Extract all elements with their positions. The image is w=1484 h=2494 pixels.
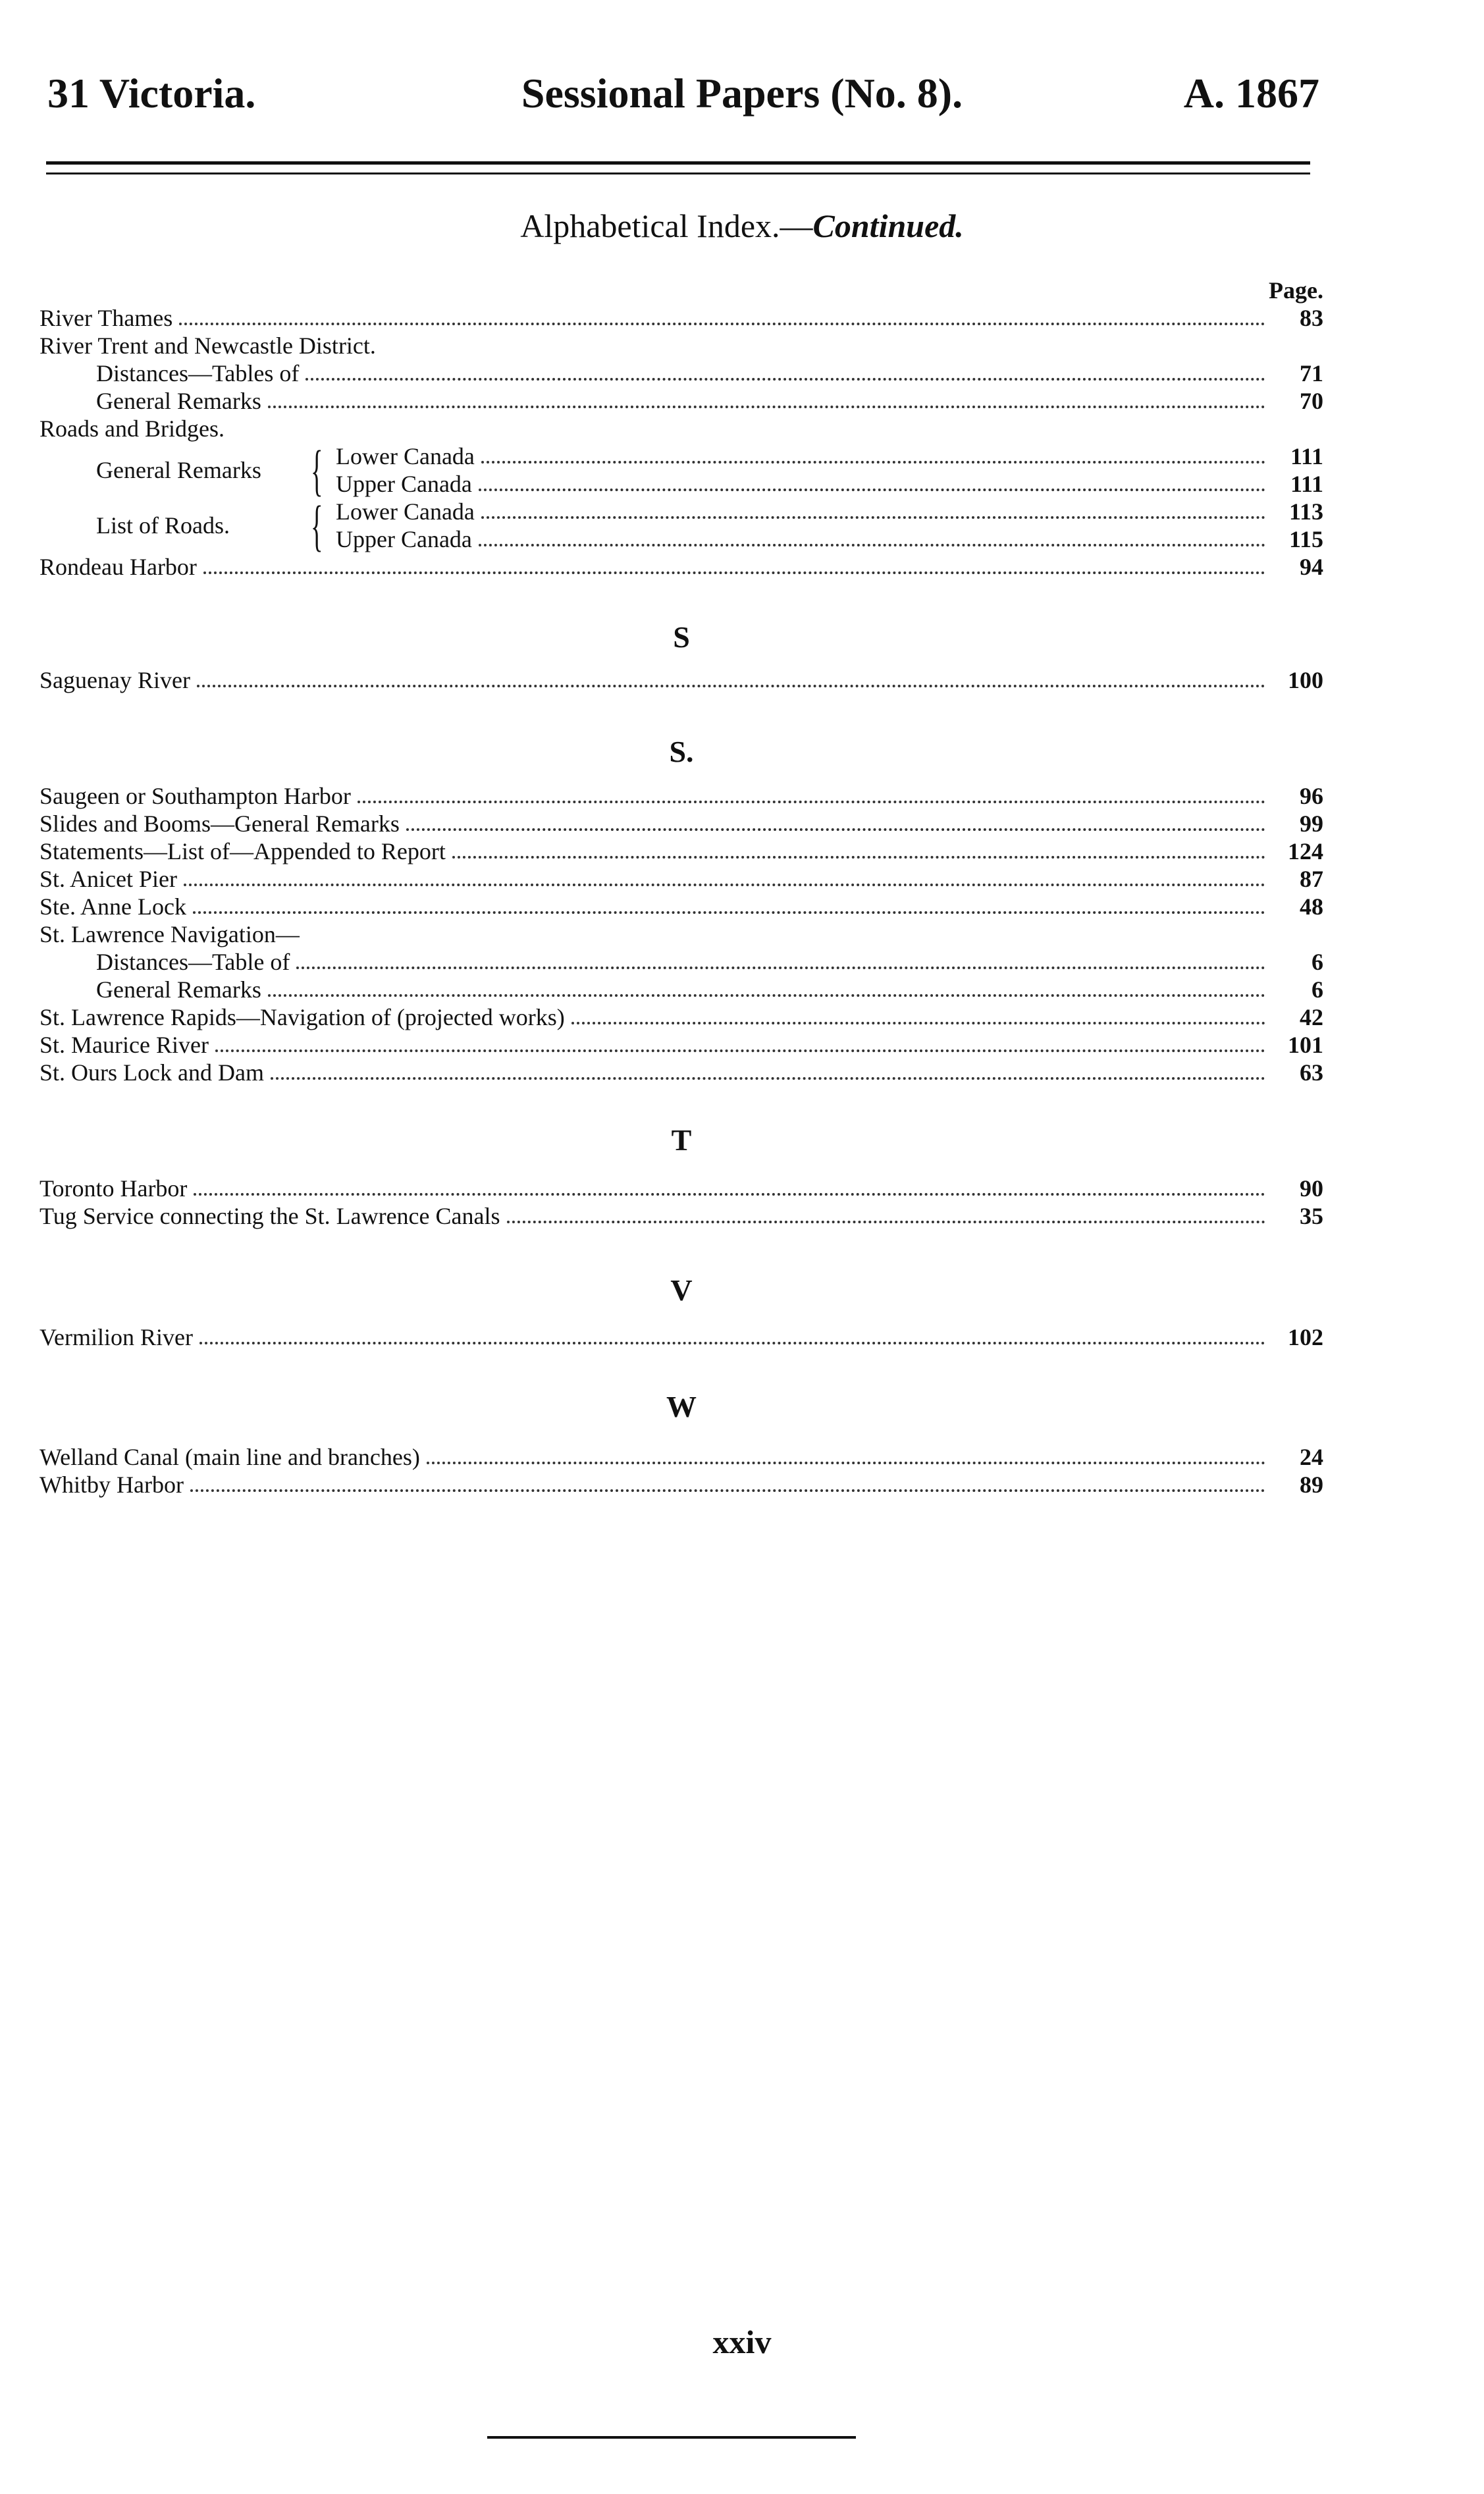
entry-page: 48 <box>1300 893 1323 920</box>
entry-label: Saguenay River <box>40 667 190 693</box>
brace-glyph: { <box>311 494 323 557</box>
entry-page: 99 <box>1300 810 1323 837</box>
section-letter: V <box>670 1273 693 1307</box>
entry-label: St. Ours Lock and Dam <box>40 1059 264 1086</box>
entry-page: 113 <box>1288 498 1323 525</box>
index-heading <box>40 415 1323 442</box>
entry-page: 90 <box>1300 1175 1323 1202</box>
entry-label: Lower Canada <box>336 498 475 525</box>
entry-page: 42 <box>1300 1004 1323 1030</box>
index-entry <box>40 666 1323 694</box>
entry-label: River Thames <box>40 305 173 331</box>
index-entry <box>40 782 1323 810</box>
entry-label: St. Maurice River <box>40 1032 209 1058</box>
section-letter: W <box>666 1390 697 1423</box>
entry-label: Distances—Table of <box>96 949 290 975</box>
dot-leader <box>571 1022 1265 1024</box>
entry-page: 111 <box>1290 471 1323 497</box>
entry-page: 115 <box>1288 526 1323 552</box>
index-subtitle <box>0 209 1484 242</box>
dot-leader <box>203 571 1265 574</box>
index-entry <box>40 1202 1323 1230</box>
group-subentries <box>336 442 1323 498</box>
index-entry <box>40 893 1323 920</box>
index-group <box>40 494 1323 557</box>
entry-page: 102 <box>1288 1324 1323 1350</box>
brace-glyph: { <box>311 438 323 502</box>
entry-label: General Remarks <box>96 388 261 414</box>
entry-page: 87 <box>1300 866 1323 892</box>
bottom-rule <box>487 2436 856 2439</box>
group-label: List of Roads. <box>96 512 230 539</box>
entry-page: 111 <box>1290 443 1323 469</box>
entry-label: Ste. Anne Lock <box>40 893 186 920</box>
group-subentries <box>336 498 1323 553</box>
entry-label: Rondeau Harbor <box>40 554 197 580</box>
entry-page: 24 <box>1300 1444 1323 1470</box>
entry-label: Upper Canada <box>336 526 472 552</box>
heading-label: Roads and Bridges. <box>40 415 225 442</box>
index-subentry <box>336 442 1323 470</box>
dot-leader <box>305 378 1265 381</box>
section-letter: T <box>671 1123 692 1157</box>
index-group <box>40 438 1323 502</box>
entry-page: 100 <box>1288 667 1323 693</box>
dot-leader <box>358 801 1265 803</box>
section-letter: S <box>673 620 690 654</box>
index-entry <box>40 1175 1323 1202</box>
dot-leader <box>197 685 1265 687</box>
index-heading <box>40 920 1323 948</box>
dot-leader <box>190 1489 1265 1492</box>
index-subentry <box>40 976 1323 1003</box>
index-subentry <box>336 525 1323 553</box>
index-entry <box>40 1443 1323 1471</box>
dot-leader <box>507 1221 1266 1223</box>
index-entry <box>40 1323 1323 1351</box>
entry-label: Upper Canada <box>336 471 472 497</box>
dot-leader <box>194 1193 1265 1196</box>
entry-page: 101 <box>1288 1032 1323 1058</box>
page-column-label: Page. <box>1269 277 1323 304</box>
entry-label: Vermilion River <box>40 1324 193 1350</box>
entry-page: 63 <box>1300 1059 1323 1086</box>
dot-leader <box>268 994 1265 997</box>
dot-leader <box>179 323 1265 325</box>
index-entry <box>40 810 1323 837</box>
entry-label: Slides and Booms—General Remarks <box>40 810 400 837</box>
index-entry <box>40 553 1323 581</box>
dot-leader <box>268 406 1265 408</box>
dot-leader <box>452 856 1265 859</box>
header-rule-thick <box>46 161 1310 165</box>
index-subentry <box>336 470 1323 498</box>
entry-page: 35 <box>1300 1203 1323 1229</box>
entry-label: Toronto Harbor <box>40 1175 188 1202</box>
entry-label: Lower Canada <box>336 443 475 469</box>
index-entry <box>40 1471 1323 1499</box>
subtitle-continued: Continued. <box>812 207 964 244</box>
group-label: General Remarks <box>96 457 261 483</box>
entry-label: Distances—Tables of <box>96 360 300 386</box>
entry-label: Whitby Harbor <box>40 1472 184 1498</box>
index-subentry <box>40 359 1323 387</box>
entry-label: Welland Canal (main line and branches) <box>40 1444 420 1470</box>
dot-leader <box>271 1077 1265 1080</box>
entry-label: St. Anicet Pier <box>40 866 177 892</box>
header-center: Sessional Papers (No. 8). <box>521 70 963 117</box>
dot-leader <box>199 1342 1265 1344</box>
entry-page: 89 <box>1300 1472 1323 1498</box>
dot-leader <box>193 911 1265 914</box>
entry-label: Saugeen or Southampton Harbor <box>40 783 351 809</box>
page-folio: xxiv <box>712 2323 772 2360</box>
entry-label: Tug Service connecting the St. Lawrence Canals <box>40 1203 500 1229</box>
alphabetical-index <box>40 277 1323 1499</box>
index-heading <box>40 332 1323 359</box>
dot-leader <box>184 884 1265 886</box>
index-subentry <box>40 948 1323 976</box>
index-entry <box>40 304 1323 332</box>
entry-label: Statements—List of—Appended to Report <box>40 838 446 864</box>
subtitle-main: Alphabetical Index.— <box>520 207 813 244</box>
dot-leader <box>481 461 1265 464</box>
entry-page: 71 <box>1300 360 1323 386</box>
section-letter: S. <box>669 735 694 768</box>
entry-page: 70 <box>1300 388 1323 414</box>
entry-page: 83 <box>1300 305 1323 331</box>
entry-page: 96 <box>1300 783 1323 809</box>
index-subentry <box>40 387 1323 415</box>
dot-leader <box>479 544 1265 546</box>
entry-page: 124 <box>1288 838 1323 864</box>
index-entry <box>40 1003 1323 1031</box>
entry-label: General Remarks <box>96 976 261 1003</box>
index-entry <box>40 865 1323 893</box>
entry-page: 6 <box>1312 976 1323 1003</box>
index-entry <box>40 837 1323 865</box>
dot-leader <box>427 1462 1265 1464</box>
entry-page: 6 <box>1312 949 1323 975</box>
dot-leader <box>296 967 1265 969</box>
heading-label: River Trent and Newcastle District. <box>40 332 376 359</box>
header-rule-thin <box>46 172 1310 174</box>
entry-page: 94 <box>1300 554 1323 580</box>
entry-label: St. Lawrence Rapids—Navigation of (projected works) <box>40 1004 565 1030</box>
index-entry <box>40 1059 1323 1086</box>
dot-leader <box>406 828 1265 831</box>
index-subentry <box>336 498 1323 525</box>
index-entry <box>40 1031 1323 1059</box>
header-right: A. 1867 <box>1183 70 1319 117</box>
dot-leader <box>479 489 1265 491</box>
header-left: 31 Victoria. <box>47 70 256 117</box>
dot-leader <box>481 516 1265 519</box>
heading-label: St. Lawrence Navigation— <box>40 921 300 947</box>
dot-leader <box>215 1049 1265 1052</box>
